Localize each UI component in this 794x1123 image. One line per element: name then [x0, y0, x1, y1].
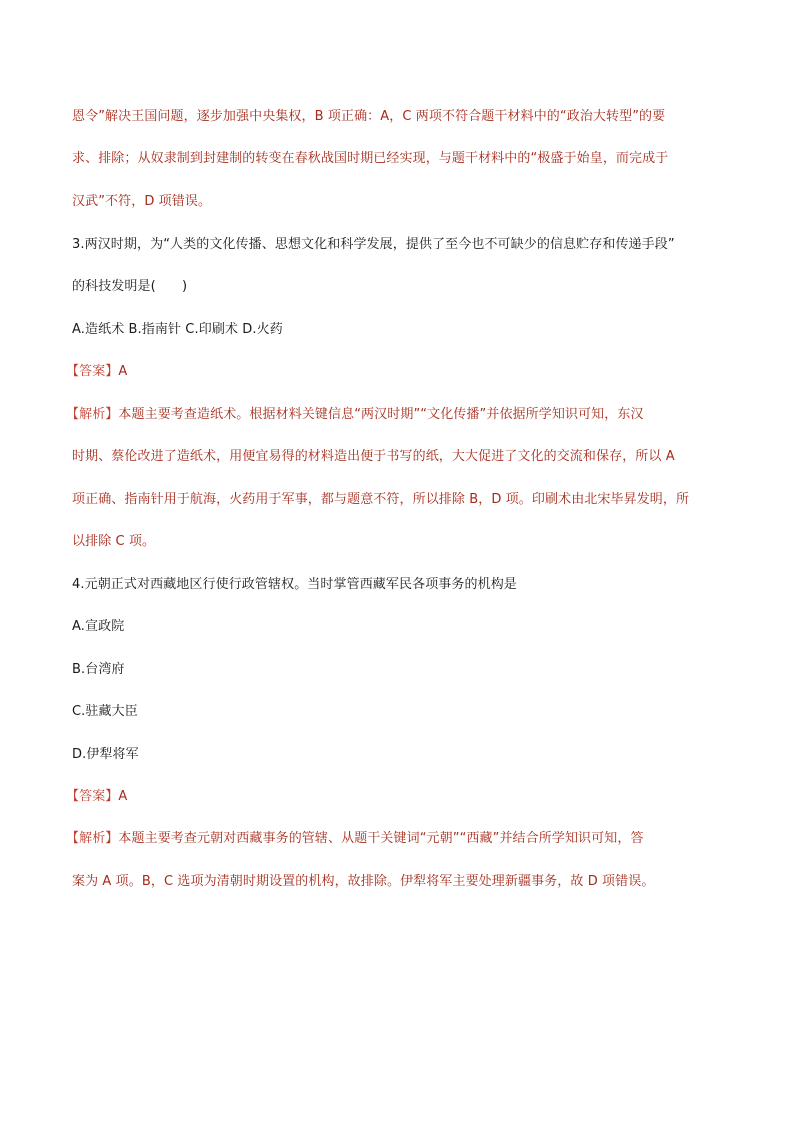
q4-analysis-line-2: 案为 A 项。B，C 选项为清朝时期设置的机构，故排除。伊犁将军主要处理新疆事务，故 D 项错误。 — [72, 874, 655, 889]
q3-analysis-line-2: 时期、蔡伦改进了造纸术，用便宜易得的材料造出便于书写的纸，大大促进了文化的交流和保存，所以 A — [72, 449, 675, 464]
q4-answer-value: A — [118, 789, 128, 804]
q3-options: A.造纸术 B.指南针 C.印刷术 D.火药 — [72, 322, 283, 337]
q4-option-d: D.伊犁将军 — [72, 747, 139, 762]
q3-analysis-line-4: 以排除 C 项。 — [72, 534, 156, 549]
q3-answer-label: 【答案】 — [66, 364, 119, 379]
q3-answer — [66, 362, 724, 382]
prev-analysis-line-1: 恩令”解决王国问题，逐步加强中央集权，B 项正确：A，C 两项不符合题干材料中的“政治大转型”的要 — [72, 109, 666, 124]
q3-analysis-text-1: 本题主要考查造纸术。根据材料关键信息“两汉时期”“文化传播”并依据所学知识可知，东汉 — [118, 407, 644, 422]
q4-option-c: C.驻藏大臣 — [72, 704, 138, 719]
q4-answer-label: 【答案】 — [66, 789, 119, 804]
prev-analysis-line-2: 求、排除；从奴隶制到封建制的转变在春秋战国时期已经实现，与题干材料中的“极盛于始皇，而完成于 — [72, 151, 669, 166]
q3-analysis-label: 【解析】 — [66, 407, 119, 422]
q4-analysis-text-1: 本题主要考查元朝对西藏事务的管辖、从题干关键词“元朝”“西藏”并结合所学知识可知，答 — [118, 831, 644, 846]
q3-answer-value: A — [118, 364, 128, 379]
q4-analysis-line-1 — [66, 829, 724, 849]
q3-analysis-line-1 — [66, 405, 724, 425]
q3-stem-line-1: 3.两汉时期，为“人类的文化传播、思想文化和科学发展，提供了至今也不可缺少的信息贮存和传递手段” — [72, 237, 675, 252]
q3-analysis-line-3: 项正确、指南针用于航海，火药用于军事，都与题意不符，所以排除 B，D 项。印刷术由北宋毕昇发明，所 — [72, 492, 690, 507]
q4-option-a: A.宣政院 — [72, 619, 125, 634]
prev-analysis-line-3: 汉武”不符，D 项错误。 — [72, 194, 212, 209]
q4-analysis-label: 【解析】 — [66, 831, 119, 846]
q3-stem-line-2: 的科技发明是( ) — [72, 279, 188, 294]
q4-answer — [66, 787, 724, 807]
q4-option-b: B.台湾府 — [72, 662, 125, 677]
q4-stem: 4.元朝正式对西藏地区行使行政管辖权。当时掌管西藏军民各项事务的机构是 — [72, 577, 517, 592]
